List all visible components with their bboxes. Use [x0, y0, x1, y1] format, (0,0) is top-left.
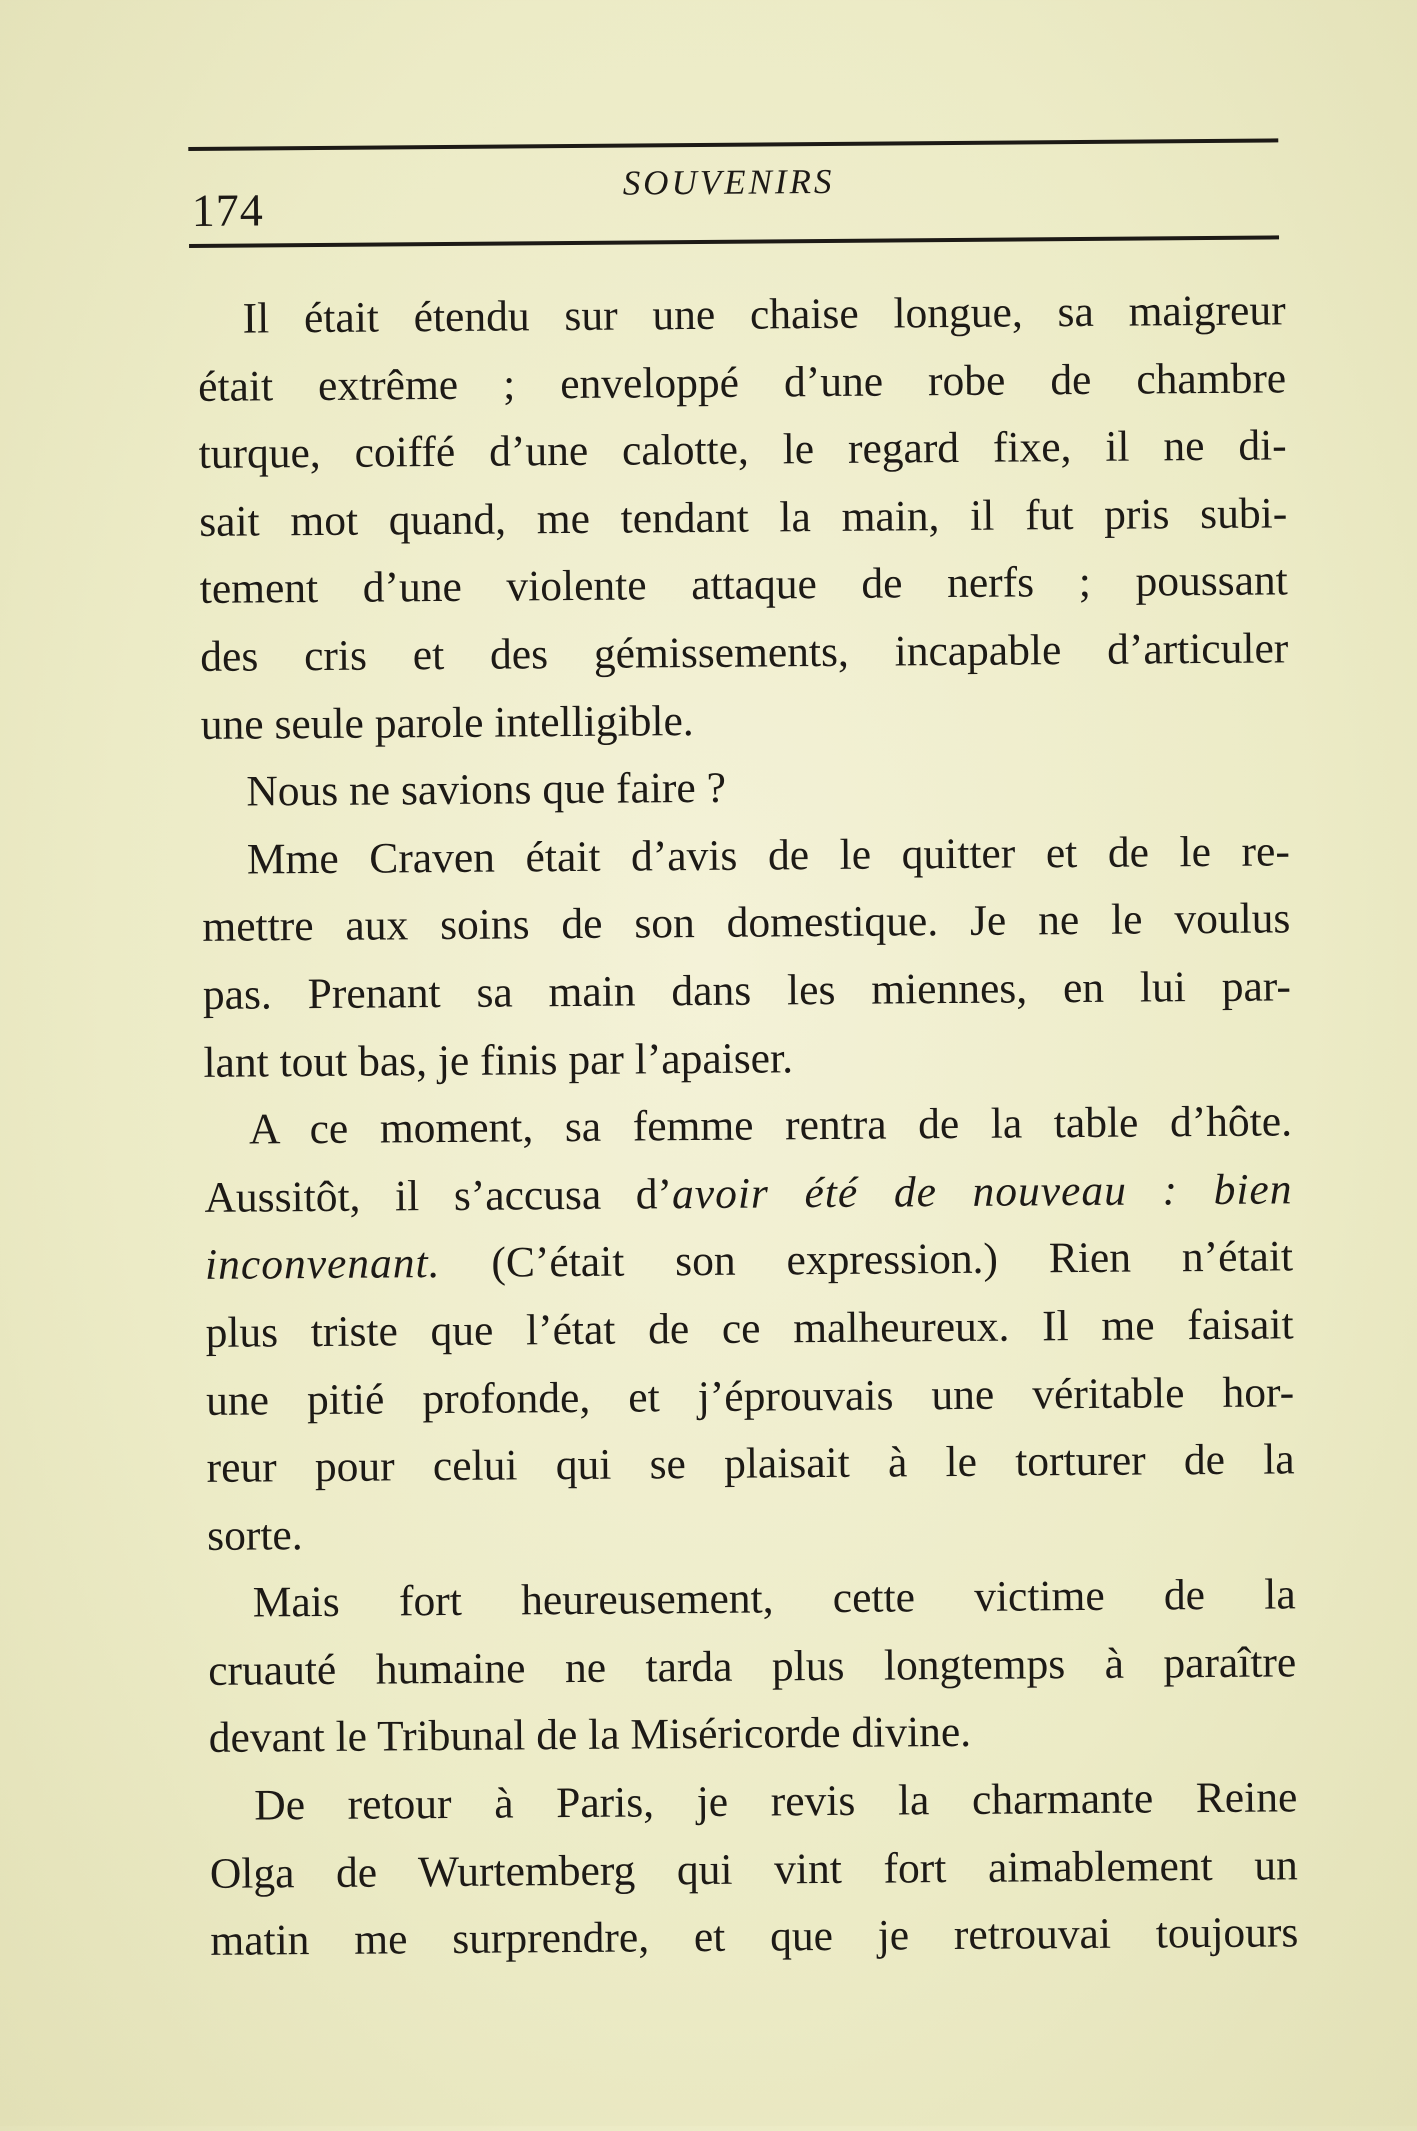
text-line: Mme Craven était d’avis de le quitter et de le re-	[246, 827, 1291, 884]
text-line: sait mot quand, me tendant la main, il fut pris subi-	[199, 489, 1288, 546]
text-line: une pitié profonde, et j’éprouvais une véritable hor-	[205, 1367, 1295, 1425]
text-line: plus triste que l’état de ce malheureux. Il me faisait	[205, 1300, 1294, 1357]
text-line: cruauté humaine ne tarda plus longtemps à paraître	[208, 1638, 1297, 1695]
paragraph	[202, 818, 1292, 1097]
italic-run: inconvenant.	[204, 1239, 441, 1290]
body-text	[197, 277, 1298, 1975]
text-line: devant le Tribunal de la Miséricorde divine.	[208, 1708, 972, 1763]
text-line: sorte.	[207, 1510, 303, 1560]
paragraph	[201, 751, 1289, 827]
paragraph	[207, 1562, 1297, 1773]
paragraph	[204, 1088, 1296, 1570]
header-rule-top	[188, 138, 1278, 151]
text-line: A ce moment, sa femme rentra de la table d’hôte.	[248, 1097, 1293, 1154]
header-rule-bottom	[189, 235, 1279, 248]
text-line: était extrême ; enveloppé d’une robe de chambre	[197, 353, 1287, 411]
text-line	[204, 1156, 1292, 1232]
page-number: 174	[191, 184, 264, 236]
text-line: Mais fort heureusement, cette victime de la	[252, 1570, 1296, 1627]
paragraph	[209, 1764, 1299, 1975]
text-line: turque, coiffé d’une calotte, le regard fixe, il ne di-	[198, 421, 1287, 479]
italic-run: avoir été de nouveau : bien	[671, 1165, 1293, 1218]
text-run: (C’était son expression.) Rien n’était	[440, 1232, 1294, 1288]
text-line: matin me surprendre, et que je retrouvai toujours	[210, 1908, 1299, 1966]
text-line: pas. Prenant sa main dans les miennes, en lui par-	[202, 962, 1292, 1019]
text-line: De retour à Paris, je revis la charmante Reine	[254, 1773, 1298, 1830]
text-line: mettre aux soins de son domestique. Je ne le voulus	[202, 894, 1291, 952]
text-line: Olga de Wurtemberg qui vint fort aimablement un	[209, 1840, 1299, 1898]
text-line: des cris et des gémissements, incapable d’articuler	[200, 624, 1289, 681]
text-line: Il était étendu sur une chaise longue, sa maigreur	[242, 286, 1286, 343]
text-run: Aussitôt, il s’accusa d’	[204, 1169, 673, 1222]
text-line: lant tout bas, je finis par l’apaiser.	[203, 1033, 794, 1087]
text-line: Nous ne savions que faire ?	[246, 763, 727, 816]
text-line: tement d’une violente attaque de nerfs ; poussant	[199, 556, 1288, 614]
text-line: reur pour celui qui se plaisait à le torturer de la	[206, 1435, 1295, 1492]
paragraph	[197, 277, 1289, 759]
text-line: une seule parole intelligible.	[200, 696, 694, 749]
running-head: SOUVENIRS	[622, 161, 835, 203]
text-line	[205, 1224, 1293, 1300]
